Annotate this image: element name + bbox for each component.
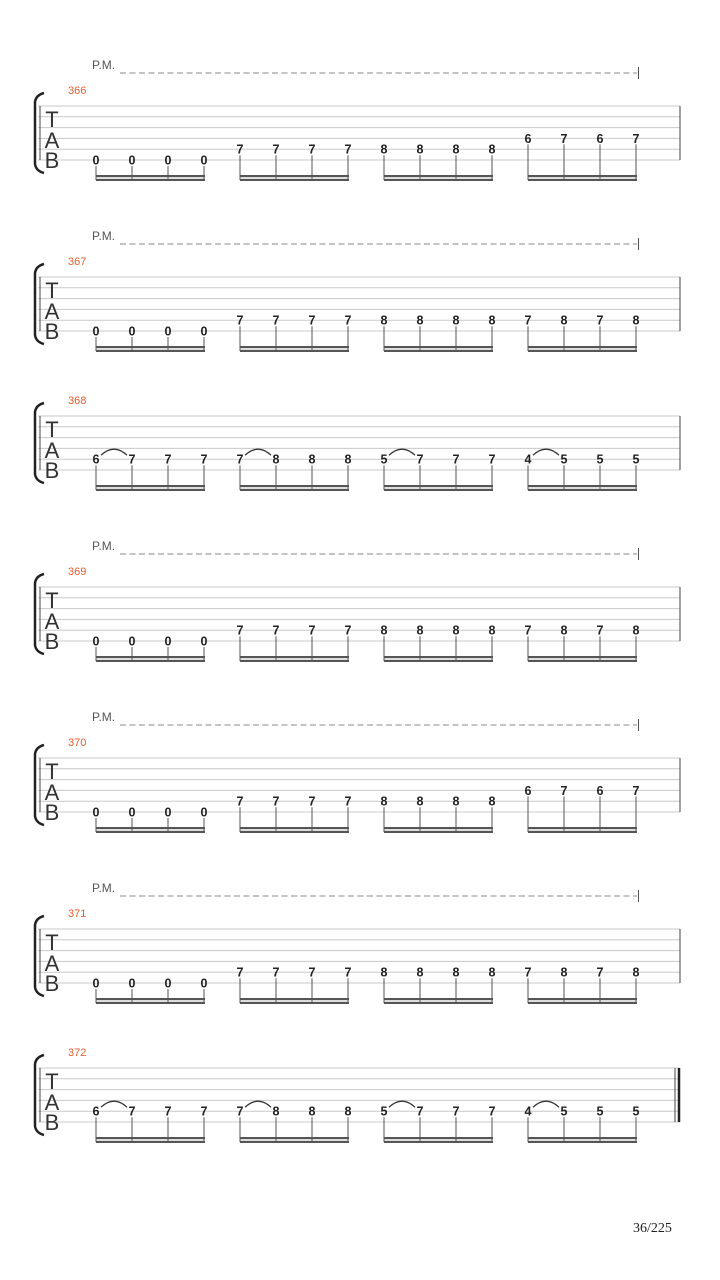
fret-number: 7	[488, 452, 496, 467]
fret-number: 5	[596, 452, 604, 467]
beam-secondary	[96, 831, 205, 833]
fret-number: 0	[92, 153, 100, 168]
tie-arc	[101, 1101, 127, 1107]
fret-number: 7	[344, 313, 352, 328]
tab-clef-t: T	[45, 930, 59, 955]
fret-number: 0	[92, 634, 100, 649]
beam-primary	[384, 175, 493, 177]
measure-number: 370	[68, 737, 87, 749]
fret-number: 8	[344, 1104, 352, 1119]
beam-primary	[240, 1137, 349, 1139]
fret-number: 8	[452, 794, 460, 809]
tab-system	[35, 710, 680, 833]
tab-clef-t: T	[45, 1069, 59, 1094]
beam-secondary	[96, 350, 205, 352]
beam-primary	[384, 998, 493, 1000]
beam-secondary	[240, 1141, 349, 1143]
fret-number: 8	[380, 794, 388, 809]
tab-clef-b: B	[44, 1110, 60, 1135]
fret-number: 7	[128, 1104, 136, 1119]
beam-secondary	[96, 1002, 205, 1004]
fret-number: 0	[128, 324, 136, 339]
fret-number: 0	[200, 805, 208, 820]
fret-number: 7	[416, 452, 424, 467]
fret-number: 8	[380, 965, 388, 980]
fret-number: 8	[452, 965, 460, 980]
tab-clef-t: T	[45, 107, 59, 132]
tab-clef-t: T	[45, 278, 59, 303]
fret-number: 8	[308, 1104, 316, 1119]
fret-number: 6	[92, 452, 100, 467]
fret-number: 7	[452, 452, 460, 467]
tab-clef-a: A	[44, 128, 60, 153]
fret-number: 0	[164, 976, 172, 991]
beam-secondary	[528, 489, 637, 491]
palm-mute-label: P.M.	[92, 58, 116, 72]
fret-number: 0	[128, 153, 136, 168]
tie-arc	[533, 1101, 559, 1107]
fret-number: 8	[452, 142, 460, 157]
palm-mute-label: P.M.	[92, 229, 116, 243]
tab-system	[35, 539, 680, 662]
beam-primary	[528, 175, 637, 177]
fret-number: 7	[560, 131, 568, 146]
fret-number: 7	[344, 623, 352, 638]
beam-primary	[384, 346, 493, 348]
fret-number: 7	[200, 1104, 208, 1119]
tab-clef-a: A	[44, 438, 60, 463]
fret-number: 8	[488, 623, 496, 638]
fret-number: 7	[632, 131, 640, 146]
fret-number: 7	[272, 623, 280, 638]
tab-clef-b: B	[44, 319, 60, 344]
fret-number: 7	[524, 623, 532, 638]
fret-number: 7	[596, 313, 604, 328]
fret-number: 7	[236, 452, 244, 467]
fret-number: 8	[488, 965, 496, 980]
fret-number: 6	[92, 1104, 100, 1119]
tab-clef-b: B	[44, 148, 60, 173]
fret-number: 7	[452, 1104, 460, 1119]
fret-number: 0	[200, 976, 208, 991]
fret-number: 7	[236, 965, 244, 980]
measure-number: 367	[68, 256, 87, 268]
beam-primary	[528, 485, 637, 487]
measure-number: 366	[68, 85, 87, 97]
fret-number: 7	[344, 965, 352, 980]
beam-primary	[240, 346, 349, 348]
fret-number: 7	[344, 794, 352, 809]
fret-number: 8	[380, 142, 388, 157]
fret-number: 8	[488, 142, 496, 157]
beam-secondary	[384, 179, 493, 181]
tie-arc	[245, 1101, 271, 1107]
fret-number: 7	[200, 452, 208, 467]
beam-primary	[528, 998, 637, 1000]
fret-number: 8	[416, 623, 424, 638]
beam-primary	[240, 485, 349, 487]
beam-primary	[96, 346, 205, 348]
fret-number: 8	[452, 313, 460, 328]
fret-number: 4	[524, 452, 532, 467]
fret-number: 7	[308, 623, 316, 638]
beam-primary	[240, 656, 349, 658]
fret-number: 5	[632, 1104, 640, 1119]
fret-number: 0	[164, 153, 172, 168]
fret-number: 5	[380, 1104, 388, 1119]
beam-primary	[528, 346, 637, 348]
fret-number: 0	[92, 324, 100, 339]
beam-secondary	[528, 1141, 637, 1143]
beam-secondary	[240, 1002, 349, 1004]
fret-number: 7	[236, 142, 244, 157]
fret-number: 7	[308, 142, 316, 157]
fret-number: 7	[344, 142, 352, 157]
palm-mute-label: P.M.	[92, 881, 116, 895]
beam-secondary	[96, 1141, 205, 1143]
beam-secondary	[384, 489, 493, 491]
fret-number: 7	[308, 965, 316, 980]
beam-primary	[528, 1137, 637, 1139]
beam-secondary	[528, 179, 637, 181]
fret-number: 7	[128, 452, 136, 467]
fret-number: 4	[524, 1104, 532, 1119]
fret-number: 7	[272, 313, 280, 328]
tie-arc	[389, 1101, 415, 1107]
fret-number: 0	[128, 976, 136, 991]
tab-clef-a: A	[44, 609, 60, 634]
fret-number: 0	[200, 153, 208, 168]
beam-primary	[96, 827, 205, 829]
tab-system	[35, 881, 680, 1004]
beam-secondary	[528, 1002, 637, 1004]
fret-number: 8	[272, 452, 280, 467]
fret-number: 7	[236, 313, 244, 328]
fret-number: 7	[308, 794, 316, 809]
beam-primary	[240, 998, 349, 1000]
tab-clef-t: T	[45, 588, 59, 613]
fret-number: 0	[164, 634, 172, 649]
beam-primary	[384, 485, 493, 487]
tab-clef-a: A	[44, 780, 60, 805]
fret-number: 7	[596, 623, 604, 638]
fret-number: 0	[92, 805, 100, 820]
palm-mute-label: P.M.	[92, 710, 116, 724]
fret-number: 7	[560, 783, 568, 798]
fret-number: 0	[200, 324, 208, 339]
beam-secondary	[240, 350, 349, 352]
measure-number: 368	[68, 395, 87, 407]
fret-number: 8	[452, 623, 460, 638]
fret-number: 8	[488, 313, 496, 328]
fret-number: 8	[560, 313, 568, 328]
fret-number: 0	[128, 634, 136, 649]
fret-number: 7	[524, 313, 532, 328]
fret-number: 7	[164, 452, 172, 467]
beam-secondary	[96, 489, 205, 491]
fret-number: 0	[200, 634, 208, 649]
fret-number: 6	[524, 783, 532, 798]
fret-number: 8	[380, 313, 388, 328]
beam-primary	[96, 656, 205, 658]
fret-number: 0	[128, 805, 136, 820]
beam-secondary	[384, 350, 493, 352]
tab-clef-b: B	[44, 971, 60, 996]
tab-clef-b: B	[44, 800, 60, 825]
fret-number: 8	[560, 623, 568, 638]
fret-number: 0	[164, 324, 172, 339]
fret-number: 7	[236, 1104, 244, 1119]
fret-number: 7	[308, 313, 316, 328]
beam-primary	[96, 485, 205, 487]
tab-clef-a: A	[44, 299, 60, 324]
tab-system	[35, 395, 680, 491]
fret-number: 8	[416, 142, 424, 157]
tie-arc	[389, 449, 415, 455]
fret-number: 8	[560, 965, 568, 980]
tab-clef-t: T	[45, 759, 59, 784]
tab-clef-a: A	[44, 1090, 60, 1115]
tie-arc	[245, 449, 271, 455]
beam-secondary	[528, 350, 637, 352]
beam-primary	[384, 827, 493, 829]
fret-number: 7	[236, 794, 244, 809]
page-number: 36/225	[633, 1221, 672, 1236]
tab-system	[35, 58, 680, 181]
fret-number: 5	[380, 452, 388, 467]
beam-primary	[96, 1137, 205, 1139]
beam-primary	[528, 656, 637, 658]
tab-system	[35, 229, 680, 352]
beam-secondary	[528, 660, 637, 662]
measure-number: 372	[68, 1047, 87, 1059]
beam-secondary	[240, 179, 349, 181]
beam-secondary	[384, 1141, 493, 1143]
beam-secondary	[384, 660, 493, 662]
fret-number: 7	[272, 794, 280, 809]
fret-number: 5	[560, 1104, 568, 1119]
beam-primary	[96, 175, 205, 177]
beam-primary	[96, 998, 205, 1000]
beam-secondary	[240, 660, 349, 662]
beam-primary	[528, 827, 637, 829]
beam-secondary	[528, 831, 637, 833]
fret-number: 7	[524, 965, 532, 980]
fret-number: 7	[416, 1104, 424, 1119]
tie-arc	[533, 449, 559, 455]
beam-primary	[384, 1137, 493, 1139]
fret-number: 8	[632, 313, 640, 328]
tab-clef-a: A	[44, 951, 60, 976]
fret-number: 5	[632, 452, 640, 467]
fret-number: 6	[596, 783, 604, 798]
beam-primary	[240, 827, 349, 829]
beam-secondary	[384, 831, 493, 833]
fret-number: 8	[632, 623, 640, 638]
measure-number: 371	[68, 908, 87, 920]
palm-mute-label: P.M.	[92, 539, 116, 553]
fret-number: 7	[272, 142, 280, 157]
fret-number: 7	[632, 783, 640, 798]
fret-number: 0	[92, 976, 100, 991]
fret-number: 8	[272, 1104, 280, 1119]
fret-number: 7	[272, 965, 280, 980]
beam-secondary	[384, 1002, 493, 1004]
fret-number: 7	[488, 1104, 496, 1119]
measure-number: 369	[68, 566, 87, 578]
fret-number: 0	[164, 805, 172, 820]
beam-primary	[384, 656, 493, 658]
fret-number: 7	[596, 965, 604, 980]
fret-number: 8	[416, 965, 424, 980]
fret-number: 8	[380, 623, 388, 638]
beam-secondary	[96, 179, 205, 181]
fret-number: 8	[416, 313, 424, 328]
beam-primary	[240, 175, 349, 177]
fret-number: 7	[236, 623, 244, 638]
tab-system	[35, 1047, 680, 1143]
beam-secondary	[240, 489, 349, 491]
fret-number: 5	[596, 1104, 604, 1119]
beam-secondary	[96, 660, 205, 662]
fret-number: 6	[524, 131, 532, 146]
fret-number: 8	[344, 452, 352, 467]
tab-clef-t: T	[45, 417, 59, 442]
fret-number: 8	[308, 452, 316, 467]
beam-secondary	[240, 831, 349, 833]
tab-clef-b: B	[44, 458, 60, 483]
tie-arc	[101, 449, 127, 455]
fret-number: 8	[488, 794, 496, 809]
tab-clef-b: B	[44, 629, 60, 654]
fret-number: 7	[164, 1104, 172, 1119]
fret-number: 8	[416, 794, 424, 809]
fret-number: 5	[560, 452, 568, 467]
fret-number: 6	[596, 131, 604, 146]
fret-number: 8	[632, 965, 640, 980]
